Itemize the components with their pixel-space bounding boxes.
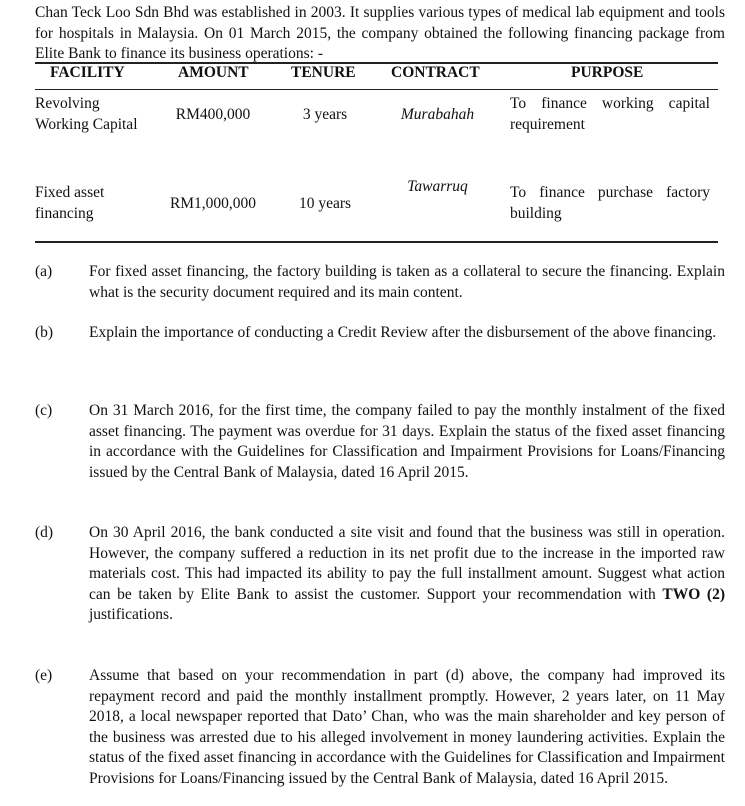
- facility-cell-line2: Working Capital: [35, 116, 138, 133]
- question-text: [89, 523, 725, 626]
- contract-cell: Tawarruq: [407, 178, 468, 195]
- intro-paragraph: Chan Teck Loo Sdn Bhd was established in 2003. It supplies various types of medical lab equipment and tools for hospitals in Malaysia. On 01 March 2015, the company obtained the following financing package from Elite Bank to finance its business operations: -: [35, 4, 725, 62]
- question-text-bold: TWO (2): [662, 585, 726, 603]
- question-label: (c): [35, 402, 53, 419]
- amount-cell: RM1,000,000: [169, 195, 257, 212]
- facility-cell-line2: financing: [35, 205, 94, 222]
- question-text: For fixed asset financing, the factory building is taken as a collateral to secure the financing. Explain what is the security document required and its main content.: [89, 263, 725, 301]
- table-bottom-rule: [35, 241, 718, 243]
- header-contract: CONTRACT: [391, 64, 480, 81]
- amount-cell: RM400,000: [175, 106, 251, 123]
- facility-cell: Fixed asset: [35, 184, 105, 201]
- question-label: (b): [35, 324, 54, 341]
- question-label: (d): [35, 524, 54, 541]
- question-label: (e): [35, 667, 53, 684]
- header-facility: FACILITY: [50, 64, 125, 81]
- purpose-cell: To finance purchase factory building: [510, 184, 710, 222]
- header-rule: [35, 89, 718, 90]
- question-text-main: On 30 April 2016, the bank conducted a site visit and found that the business was still in operation. However, the company suffered a reduction in its net profit due to the increase in the imported raw materials cost. This had impacted its ability to pay the full installment amount. Suggest what action can be taken by Elite Bank to assist the customer. Support your recommendation with: [89, 524, 725, 603]
- question-label: (a): [35, 263, 53, 280]
- tenure-cell: 10 years: [298, 195, 352, 212]
- facility-cell: Revolving: [35, 95, 100, 112]
- question-text: On 31 March 2016, for the first time, the company failed to pay the monthly instalment of the fixed asset financing. The payment was overdue for 31 days. Explain the status of the fixed asset financing in accordance with the Guidelines for Classification and Impairment Provisions for Loans/Financing issued by the Central Bank of Malaysia, dated 16 April 2015.: [89, 402, 725, 481]
- contract-cell: Murabahah: [400, 106, 475, 123]
- header-tenure: TENURE: [291, 64, 356, 81]
- header-purpose: PURPOSE: [571, 64, 644, 81]
- header-amount: AMOUNT: [178, 64, 249, 81]
- question-text: Explain the importance of conducting a Credit Review after the disbursement of the above financing.: [89, 324, 717, 341]
- tenure-cell: 3 years: [302, 106, 348, 123]
- purpose-cell: To finance working capital requirement: [510, 95, 710, 133]
- question-text: Assume that based on your recommendation in part (d) above, the company had improved its repayment record and paid the monthly installment promptly. However, 2 years later, on 11 May 2018, a local newspaper reported that Dato’ Chan, who was the main shareholder and key person of the business was arrested due to his alleged involvement in money laundering activities. Explain the status of the fixed asset financing in accordance with the Guidelines for Classification and Impairment Provisions for Loans/Financing issued by the Central Bank of Malaysia, dated 16 April 2015.: [89, 667, 725, 787]
- question-text-tail: justifications.: [89, 606, 173, 623]
